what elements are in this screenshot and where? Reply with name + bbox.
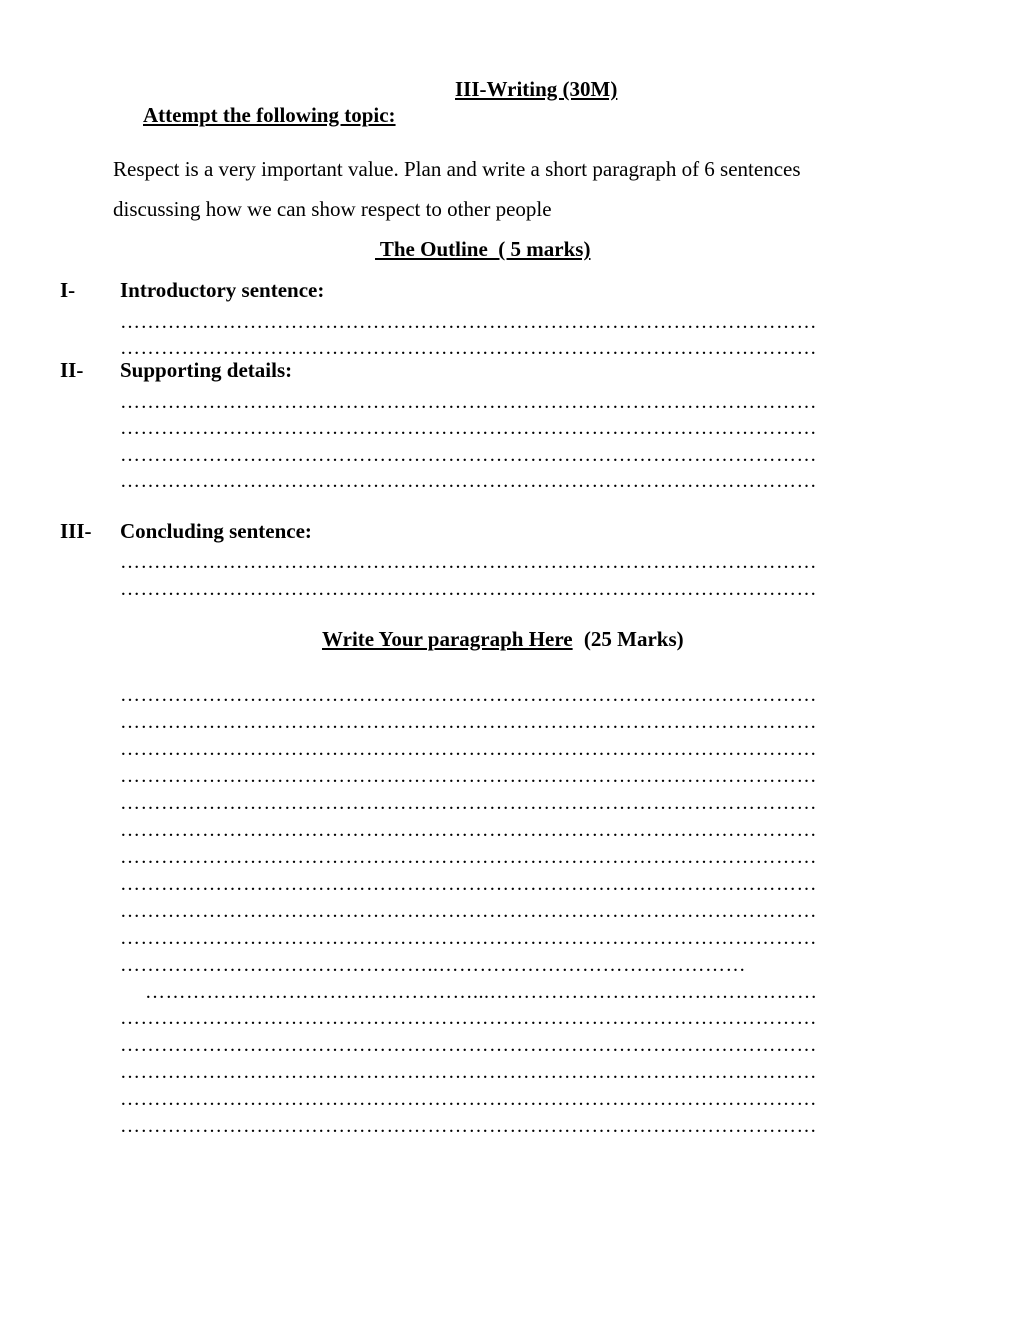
paragraph-line[interactable]: ………………………………………………………………………………………… — [120, 1061, 817, 1083]
introductory-sentence-label: Introductory sentence: — [120, 278, 325, 302]
paragraph-heading: Write Your paragraph Here — [322, 627, 573, 651]
answer-line[interactable]: ………………………………………………………………………………………… — [120, 417, 817, 439]
concluding-sentence-label: Concluding sentence: — [120, 519, 312, 543]
outline-heading: The Outline ( 5 marks) — [375, 237, 591, 261]
paragraph-marks: (25 Marks) — [583, 627, 684, 651]
paragraph-line[interactable]: ………………………………………………………………………………………… — [120, 711, 817, 733]
paragraph-line[interactable]: ………………………………………………………………………………………… — [120, 1115, 817, 1137]
answer-line[interactable]: ………………………………………………………………………………………… — [120, 311, 817, 333]
paragraph-line[interactable]: ………………………………………..……………………………………… — [120, 954, 746, 976]
answer-line[interactable]: ………………………………………………………………………………………… — [120, 578, 817, 600]
paragraph-line[interactable]: ………………………………………………………………………………………… — [120, 819, 817, 841]
outline-numeral-2: II- — [60, 358, 84, 382]
paragraph-heading-row — [322, 627, 684, 652]
paragraph-line[interactable]: ………………………………………………………………………………………… — [120, 873, 817, 895]
section-title: III-Writing (30M) — [455, 77, 618, 101]
answer-line[interactable]: ………………………………………………………………………………………… — [120, 444, 817, 466]
answer-line[interactable]: ………………………………………………………………………………………… — [120, 337, 817, 359]
prompt-line-1: Respect is a very important value. Plan and write a short paragraph of 6 sentences — [113, 157, 801, 181]
paragraph-line[interactable]: ………………………………………………………………………………………… — [120, 1007, 817, 1029]
paragraph-line[interactable]: ………………………………………………………………………………………… — [120, 1034, 817, 1056]
prompt-line-2: discussing how we can show respect to other people — [113, 197, 552, 221]
paragraph-line[interactable]: ………………………………………………………………………………………… — [120, 927, 817, 949]
paragraph-line[interactable]: ………………………………………………………………………………………… — [120, 900, 817, 922]
paragraph-line[interactable]: …………………………………………...………………………………………… — [145, 981, 818, 1003]
paragraph-line[interactable]: ………………………………………………………………………………………… — [120, 738, 817, 760]
outline-numeral-1: I- — [60, 278, 76, 302]
paragraph-line[interactable]: ………………………………………………………………………………………… — [120, 765, 817, 787]
paragraph-line[interactable]: ………………………………………………………………………………………… — [120, 1088, 817, 1110]
answer-line[interactable]: ………………………………………………………………………………………… — [120, 551, 817, 573]
outline-numeral-3: III- — [60, 519, 92, 543]
supporting-details-label: Supporting details: — [120, 358, 293, 382]
answer-line[interactable]: ………………………………………………………………………………………… — [120, 391, 817, 413]
instruction-heading: Attempt the following topic: — [143, 103, 396, 127]
paragraph-line[interactable]: ………………………………………………………………………………………… — [120, 846, 817, 868]
paragraph-line[interactable]: ………………………………………………………………………………………… — [120, 792, 817, 814]
paragraph-line[interactable]: ………………………………………………………………………………………… — [120, 684, 817, 706]
answer-line[interactable]: ………………………………………………………………………………………… — [120, 470, 817, 492]
